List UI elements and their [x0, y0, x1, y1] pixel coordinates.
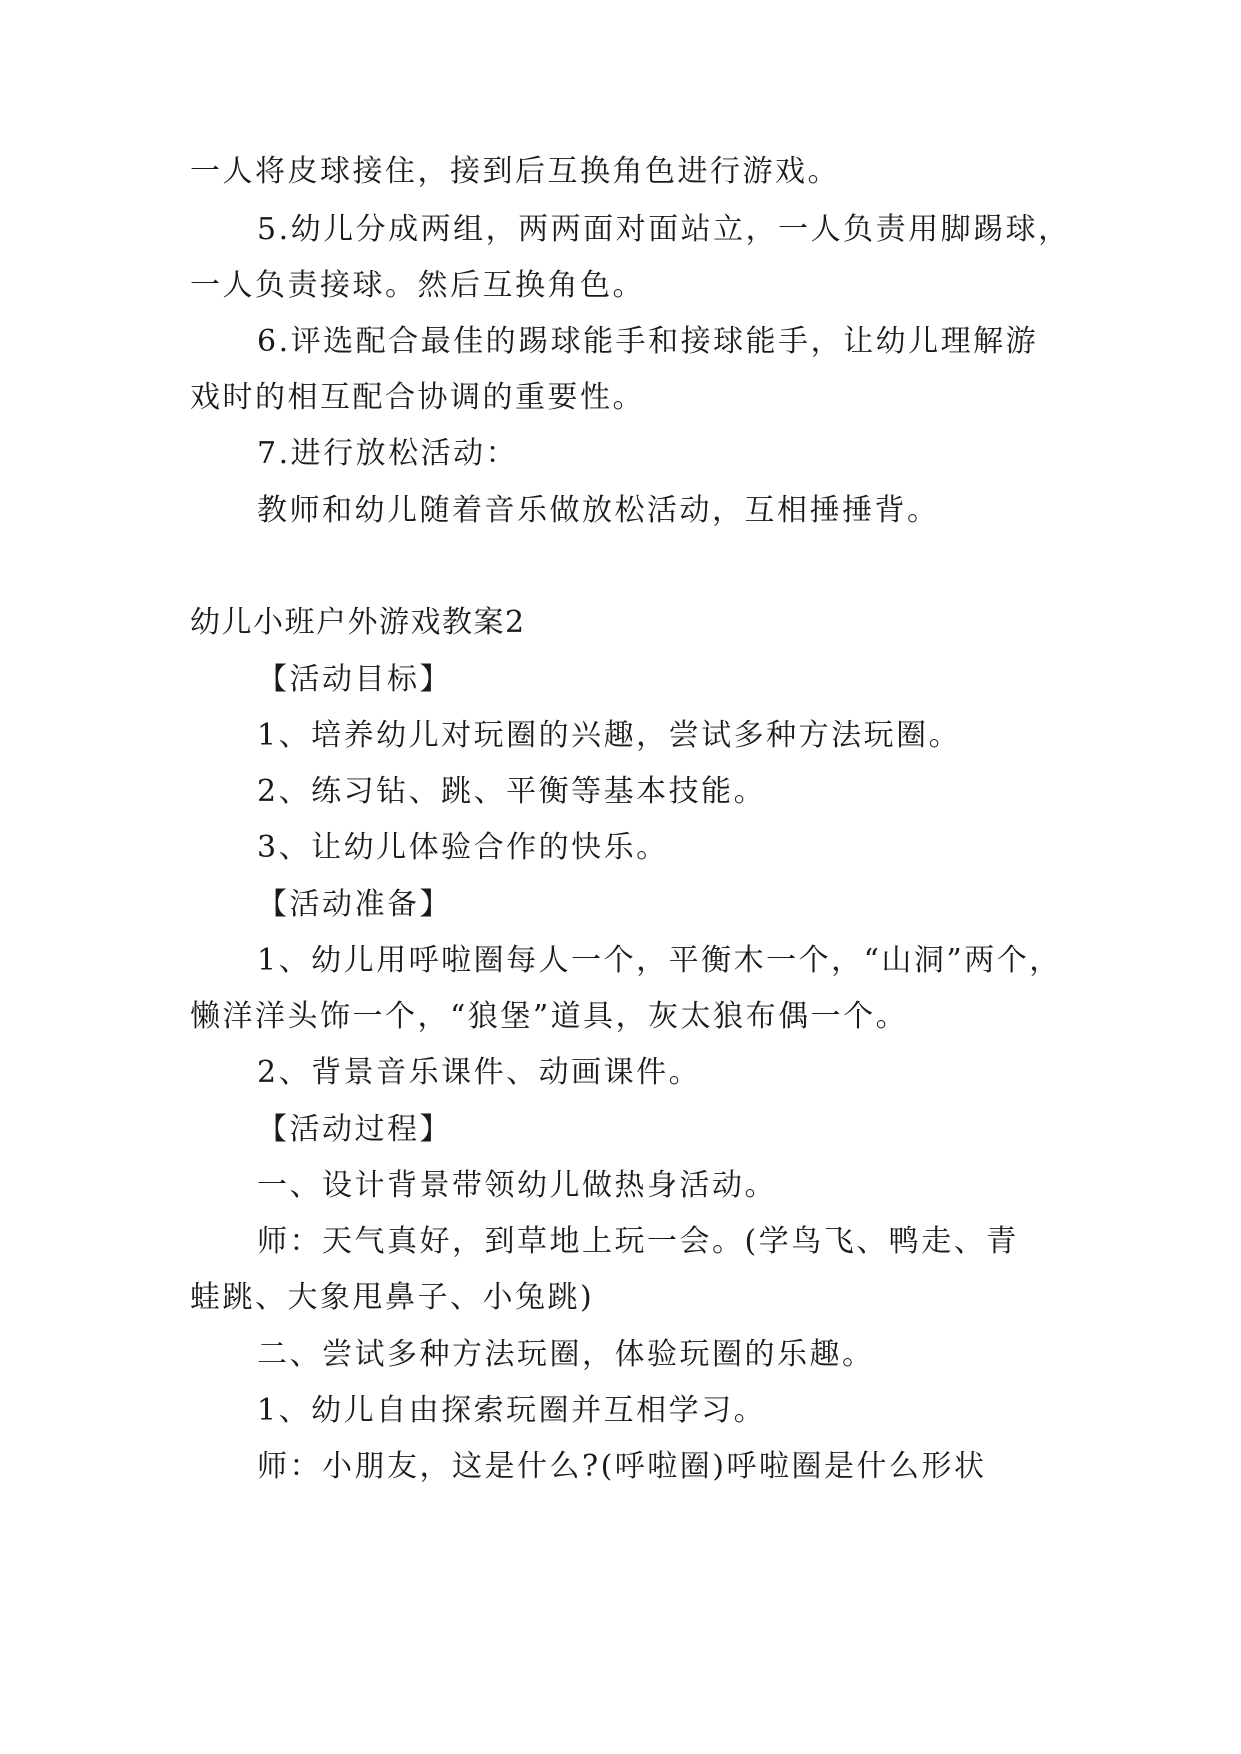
process-item: 蛙跳、大象甩鼻子、小兔跳): [190, 1280, 595, 1315]
text-line: 戏时的相互配合协调的重要性。: [190, 380, 645, 415]
goal-item: 3、让幼儿体验合作的快乐。: [257, 830, 669, 865]
prep-item: 懒洋洋头饰一个，“狼堡”道具，灰太狼布偶一个。: [190, 999, 909, 1034]
prep-item: 2、背景音乐课件、动画课件。: [257, 1055, 702, 1090]
text-line: 教师和幼儿随着音乐做放松活动，互相捶捶背。: [257, 493, 940, 528]
process-heading: 【活动过程】: [257, 1112, 452, 1147]
process-item: 师：小朋友，这是什么?(呼啦圈)呼啦圈是什么形状: [257, 1449, 987, 1484]
prep-heading: 【活动准备】: [257, 887, 452, 922]
prep-item: 1、幼儿用呼啦圈每人一个，平衡木一个，“山洞”两个，: [257, 943, 1062, 978]
goal-heading: 【活动目标】: [257, 662, 452, 697]
goal-item: 2、练习钻、跳、平衡等基本技能。: [257, 774, 767, 809]
process-item: 师：天气真好，到草地上玩一会。(学鸟飞、鸭走、青: [257, 1224, 1019, 1259]
process-item: 1、幼儿自由探索玩圈并互相学习。: [257, 1393, 767, 1428]
text-line: 6.评选配合最佳的踢球能手和接球能手，让幼儿理解游: [257, 324, 1039, 359]
text-line: 一人负责接球。然后互换角色。: [190, 268, 645, 303]
section-title: 幼儿小班户外游戏教案2: [190, 605, 526, 640]
process-item: 二、尝试多种方法玩圈，体验玩圈的乐趣。: [257, 1337, 875, 1372]
process-item: 一、设计背景带领幼儿做热身活动。: [257, 1168, 777, 1203]
text-line: 5.幼儿分成两组，两两面对面站立，一人负责用脚踢球，: [257, 212, 1071, 247]
text-line: 7.进行放松活动：: [257, 436, 519, 471]
text-line: 一人将皮球接住，接到后互换角色进行游戏。: [190, 154, 840, 189]
goal-item: 1、培养幼儿对玩圈的兴趣，尝试多种方法玩圈。: [257, 718, 962, 753]
